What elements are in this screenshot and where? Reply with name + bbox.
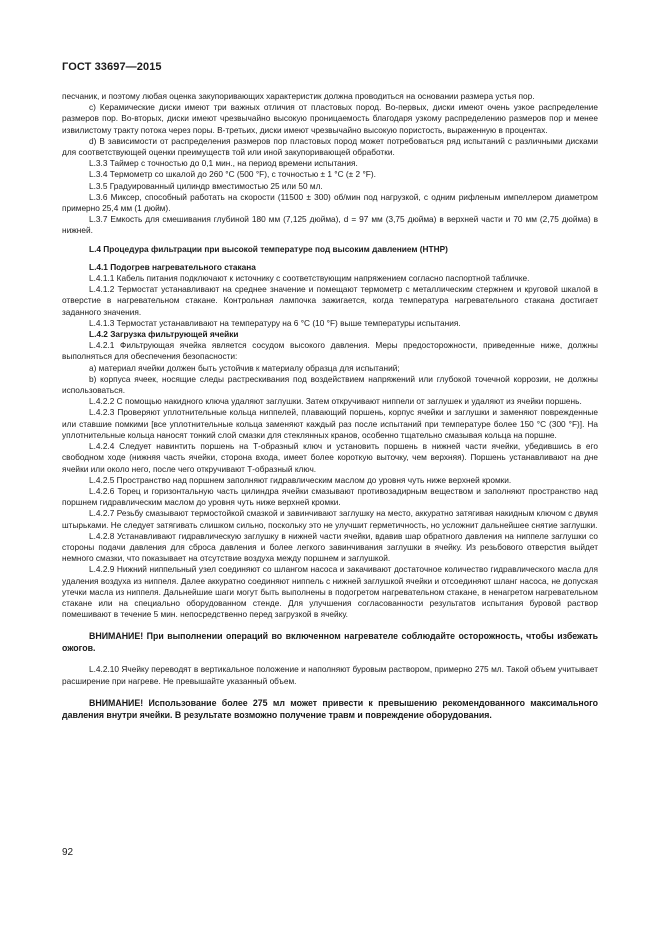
paragraph-pore-distribution: d) В зависимости от распределения размеров пор пластовых пород может потребоваться ряд испытаний с различными дисками для соответствующей оценки преимуществ той или иной закупоривающей обработки. <box>62 135 598 158</box>
document-body <box>62 91 598 721</box>
clause-l-4-1-3: L.4.1.3 Термостат устанавливают на температуру на 6 °C (10 °F) выше температуры испытания. <box>89 317 461 328</box>
clause-l-3-6: L.3.6 Миксер, способный работать на скорости (11500 ± 300) об/мин под нагрузкой, с одним рифленым импеллером диаметром примерно 25,4 мм (1 дюйм). <box>62 191 598 214</box>
clause-l-4-2-3: L.4.2.3 Проверяют уплотнительные кольца ниппелей, плавающий поршень, корпус ячейки и заглушки и заменяют поврежденные или ставшие помкими [все уплотнительные кольца заменяют каждый раз после испытаний при температуре более 150 °C (300 °F)]. На уплотнительные кольца наносят тонкий слой смазки для стеклянных кранов, особенно тщательно смазывая кольца на поршне. <box>62 407 598 440</box>
clause-l-4-2-6: L.4.2.6 Торец и горизонтальную часть цилиндра ячейки смазывают противозадирным веществом и заполняют пространство над поршнем гидравлическим маслом до уровня чуть ниже верхней кромки. <box>62 485 598 508</box>
document-header: ГОСТ 33697—2015 <box>62 61 162 73</box>
clause-l-3-7: L.3.7 Емкость для смешивания глубиной 180 мм (7,125 дюйма), d = 97 мм (3,75 дюйма) в верхней части и 70 мм (2,75 дюйма) в нижней. <box>62 214 598 236</box>
list-item-b: b) корпуса ячеек, носящие следы растрескивания под воздействием напряжений или глубокой точечной коррозии, не должны использоваться. <box>62 373 598 396</box>
paragraph-continuation: песчаник, и поэтому любая оценка закупоривающих характеристик должна проводиться на основании размера устья пор. <box>62 91 535 101</box>
clause-l-3-3: L.3.3 Таймер с точностью до 0,1 мин., на период времени испытания. <box>89 158 358 169</box>
clause-l-3-4: L.3.4 Термометр со шкалой до 260 °C (500 °F), с точностью ± 1 °C (± 2 °F). <box>89 169 376 180</box>
subsection-heading-l-4-1: L.4.1 Подогрев нагревательного стакана <box>89 261 256 272</box>
warning-pressure: ВНИМАНИЕ! Использование более 275 мл может привести к превышению рекомендованного максимального давления внутри ячейки. В результате возможно получение травм и повреждение оборудования. <box>62 697 598 720</box>
section-heading-l-4: L.4 Процедура фильтрации при высокой температуре под высоким давлением (HTHP) <box>89 243 448 254</box>
subsection-heading-l-4-2: L.4.2 Загрузка фильтрующей ячейки <box>89 329 239 340</box>
clause-l-4-2-1: L.4.2.1 Фильтрующая ячейка является сосудом высокого давления. Меры предосторожности, приведенные ниже, должны выполняться для обеспечения безопасности: <box>62 340 598 362</box>
clause-l-4-2-7: L.4.2.7 Резьбу смазывают термостойкой смазкой и завинчивают заглушку на место, аккуратно затягивая накидным ключом с двумя штырьками. Не следует затягивать слишком сильно, поскольку это не улучшит герметичность, но усложнит дальнейшее снятие заглушки. <box>62 508 598 530</box>
clause-l-4-1-1: L.4.1.1 Кабель питания подключают к источнику с соответствующим напряжением согласно паспортной табличке. <box>89 273 530 284</box>
page-number: 92 <box>62 847 74 858</box>
list-item-a: a) материал ячейки должен быть устойчив к материалу образца для испытаний; <box>89 362 400 373</box>
clause-l-4-2-4: L.4.2.4 Следует навинтить поршень на Т-образный ключ и установить поршень в нижней части ячейки, убедившись в его свободном ходе (нижняя часть ячейки, сторона входа, имеет более короткую выточку, чем верхняя). Поршень устанавливают на дне ячейки или около него, после чего откручивают Т-образный ключ. <box>62 441 598 474</box>
clause-l-4-2-9: L.4.2.9 Нижний ниппельный узел соединяют со шлангом насоса и закачивают достаточное количество гидравлического масла для удаления воздуха из ниппеля. Далее аккуратно соединяют ниппель с нижней заглушкой ячейки и отсоединяют шланг насоса, не допуская утечки масла из ниппеля. Дальнейшие шаги могут быть выполнены в подогретом нагревательном стакане, в ненагретом нагревательном стакане или на специально оборудованном стенде. Для улучшения согласованности результатов испытания буровой раствор помешивают в течение 5 мин. непосредственно перед загрузкой в ячейку. <box>62 564 598 620</box>
clause-l-4-2-10: L.4.2.10 Ячейку переводят в вертикальное положение и наполняют буровым раствором, примерно 275 мл. Такой объем учитывает расширение при нагреве. Не превышайте указанный объем. <box>62 664 598 686</box>
clause-l-3-5: L.3.5 Градуированный цилиндр вместимостью 25 или 50 мл. <box>89 180 323 191</box>
clause-l-4-1-2: L.4.1.2 Термостат устанавливают на среднее значение и помещают термометр с металлическим стержнем и круговой шкалой в отверстие в нагревательном стакане. Контрольная лампочка зажигается, когда температура нагревательного стакана достигает заданного значения. <box>62 284 598 317</box>
clause-l-4-2-8: L.4.2.8 Устанавливают гидравлическую заглушку в нижней части ячейки, вдавив шар обратного давления на ниппеле заглушки со стороны подачи давления для сброса давления и более легкого завинчивания заглушки в ячейку. Из резьбового отверстия выйдет немного смазки, что показывает на отсутствие воздуха между поршнем и заглушкой. <box>62 530 598 564</box>
warning-burns: ВНИМАНИЕ! При выполнении операций во включенном нагревателе соблюдайте осторожность, чтобы избежать ожогов. <box>62 631 598 654</box>
clause-l-4-2-5: L.4.2.5 Пространство над поршнем заполняют гидравлическим маслом до уровня чуть ниже верхней кромки. <box>89 474 512 485</box>
clause-l-4-2-2: L.4.2.2 С помощью накидного ключа удаляют заглушки. Затем откручивают ниппели от заглушек и удаляют из ячейки поршень. <box>89 396 582 407</box>
paragraph-ceramic-discs: c) Керамические диски имеют три важных отличия от пластовых пород. Во-первых, диски имеют очень узкое распределение размеров пор. Во-вторых, диски имеют чрезвычайно высокую проницаемость благодаря узкому распределению размеров пор и менее извилистому тракту потока через поры. В-третьих, диски имеют чрезвычайно высокую пористость, выраженную в процентах. <box>62 102 598 135</box>
